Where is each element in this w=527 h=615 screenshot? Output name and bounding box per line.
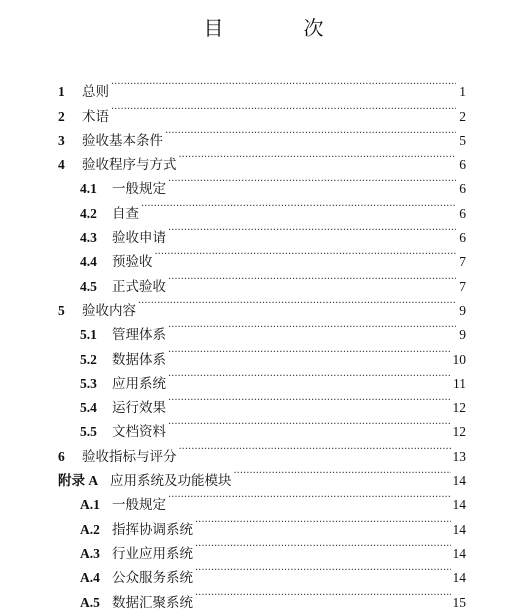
toc-entry-page: 7 — [459, 278, 466, 294]
toc-entry-page: 12 — [452, 424, 466, 440]
toc-entry-label: 运行效果 — [112, 400, 166, 417]
toc-entry-label: 验收基本条件 — [82, 132, 163, 149]
toc-entry-page: 6 — [459, 230, 466, 246]
toc-entry-page: 11 — [453, 375, 466, 391]
toc-entry-number: A.1 — [80, 497, 100, 513]
toc-leader-dots — [168, 169, 456, 193]
toc-entry-number: 附录 A — [58, 473, 99, 489]
toc-entry-number: 5.4 — [80, 400, 97, 416]
toc-entry-number: 4.5 — [80, 278, 97, 294]
toc-entry-label: 验收申请 — [112, 230, 166, 247]
toc-leader-dots — [234, 461, 451, 485]
toc-entry-label: 术语 — [82, 108, 109, 125]
toc-entry-label: 验收指标与评分 — [82, 448, 177, 465]
toc-leader-dots — [195, 558, 451, 582]
table-of-contents — [58, 72, 466, 611]
toc-entry-label: 管理体系 — [112, 327, 166, 344]
toc-entry-page: 6 — [459, 157, 466, 173]
toc-entry-label: 文档资料 — [112, 424, 166, 441]
toc-leader-dots — [168, 315, 456, 339]
toc-entry-number: 6 — [58, 448, 65, 464]
toc-entry-number: 3 — [58, 132, 65, 148]
toc-entry-page: 9 — [459, 327, 466, 343]
toc-entry-number: 5.3 — [80, 375, 97, 391]
toc-entry-label: 一般规定 — [112, 497, 166, 514]
toc-leader-dots — [168, 218, 456, 242]
toc-entry-label: 公众服务系统 — [112, 570, 193, 587]
toc-leader-dots — [165, 121, 456, 145]
toc-entry-page: 14 — [452, 473, 466, 489]
toc-entry-page: 6 — [459, 205, 466, 221]
toc-entry-page: 14 — [452, 497, 466, 513]
toc-entry[interactable] — [58, 121, 466, 149]
toc-entry-label: 指挥协调系统 — [112, 521, 193, 538]
toc-entry-number: 5 — [58, 302, 65, 318]
toc-leader-dots — [111, 96, 456, 120]
toc-leader-dots — [168, 339, 451, 363]
toc-leader-dots — [168, 388, 451, 412]
toc-entry-label: 数据汇聚系统 — [112, 594, 193, 611]
toc-entry-number: A.5 — [80, 594, 100, 610]
toc-entry-number: 5.2 — [80, 351, 97, 367]
toc-entry-number: 4.2 — [80, 205, 97, 221]
toc-entry-label: 数据体系 — [112, 351, 166, 368]
toc-entry-page: 14 — [452, 521, 466, 537]
toc-entry-number: 4.3 — [80, 230, 97, 246]
toc-entry-label: 验收内容 — [82, 302, 136, 319]
toc-entry-page: 6 — [459, 181, 466, 197]
toc-leader-dots — [168, 266, 456, 290]
toc-entry-number: 5.1 — [80, 327, 97, 343]
toc-entry-page: 13 — [452, 448, 466, 464]
toc-entry-page: 2 — [459, 108, 466, 124]
toc-entry-page: 1 — [459, 84, 466, 100]
toc-entry-label: 自查 — [112, 205, 139, 222]
toc-entry-number: 1 — [58, 84, 65, 100]
toc-entry-page: 7 — [459, 254, 466, 270]
toc-entry-page: 10 — [452, 351, 466, 367]
toc-entry-label: 一般规定 — [112, 181, 166, 198]
toc-leader-dots — [168, 412, 451, 436]
toc-leader-dots — [179, 145, 457, 169]
toc-leader-dots — [111, 72, 456, 96]
toc-entry-page: 12 — [452, 400, 466, 416]
toc-leader-dots — [168, 364, 451, 388]
toc-entry-label: 验收程序与方式 — [82, 157, 177, 174]
toc-leader-dots — [138, 291, 456, 315]
toc-entry-number: 2 — [58, 108, 65, 124]
toc-entry[interactable] — [58, 96, 466, 125]
toc-entry-label: 正式验收 — [112, 278, 166, 295]
toc-leader-dots — [168, 485, 451, 509]
toc-leader-dots — [141, 193, 456, 217]
toc-entry-page: 14 — [452, 545, 466, 561]
toc-leader-dots — [195, 509, 451, 533]
toc-entry-label: 行业应用系统 — [112, 545, 193, 562]
toc-leader-dots — [155, 242, 457, 266]
toc-entry-number: 4.4 — [80, 254, 97, 270]
toc-leader-dots — [195, 534, 451, 558]
toc-entry-number: A.4 — [80, 570, 100, 586]
toc-entry-number: 4.1 — [80, 181, 97, 197]
toc-entry-number: 5.5 — [80, 424, 97, 440]
toc-entry-label: 应用系统 — [112, 375, 166, 392]
toc-entry-page: 9 — [459, 302, 466, 318]
toc-entry-number: 4 — [58, 157, 65, 173]
toc-entry-label: 应用系统及功能模块 — [110, 473, 232, 490]
toc-entry-label: 预验收 — [112, 254, 153, 271]
toc-leader-dots — [179, 436, 451, 460]
toc-entry-page: 15 — [452, 594, 466, 610]
toc-entry-label: 总则 — [82, 84, 109, 101]
page-title: 目 次 — [203, 16, 354, 40]
toc-leader-dots — [195, 582, 451, 606]
toc-entry-page: 14 — [452, 570, 466, 586]
toc-entry-number: A.3 — [80, 545, 100, 561]
toc-entry-number: A.2 — [80, 521, 100, 537]
toc-entry[interactable] — [58, 72, 466, 101]
toc-entry-page: 5 — [459, 132, 466, 148]
